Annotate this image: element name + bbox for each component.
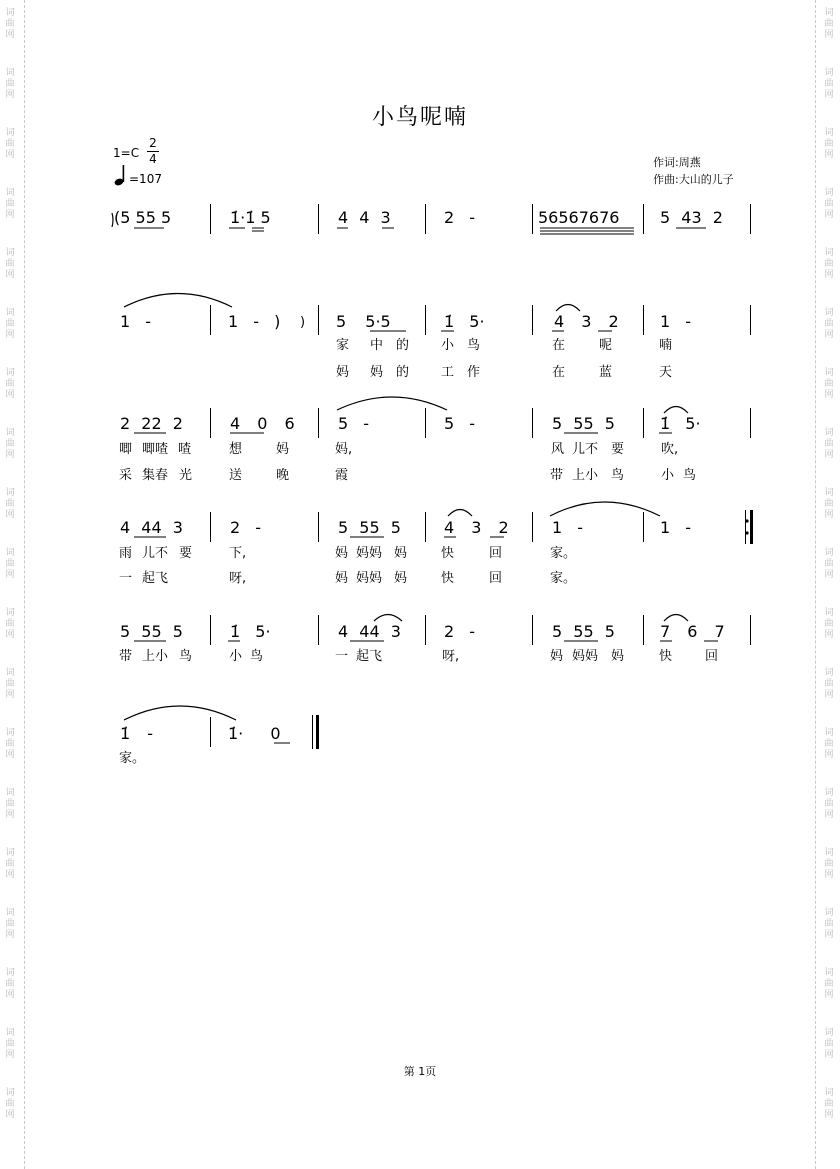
measure-27: 4 44 3 <box>338 622 401 641</box>
lyric: 喳 <box>178 442 192 457</box>
measure-28: 2 - <box>444 622 476 641</box>
lyric: 上小 <box>142 649 169 664</box>
measure-11: 4 3 2 <box>554 312 619 331</box>
measure-1: (5 55 5 <box>114 208 172 227</box>
measure-29: 5 55 5 <box>552 622 615 641</box>
measure-2: 1̇·1̇ 5 <box>230 208 271 227</box>
lyric: 妈 <box>335 546 349 561</box>
lyric: 唧喳 <box>142 442 169 457</box>
score-title: 小鸟呢喃 <box>371 105 468 130</box>
measure-9: 5 5·5 <box>336 312 391 331</box>
lyric: 晚 <box>276 468 290 483</box>
measure-23: 1 - <box>552 518 584 537</box>
lyric: 家。 <box>119 751 146 766</box>
lyric: 工 <box>441 365 455 380</box>
watermark-text: 词 曲 网 <box>824 368 834 400</box>
lyric: 吹, <box>661 442 679 457</box>
lyric: 快 <box>441 546 455 561</box>
lyric: 鸟 <box>683 468 697 483</box>
lyric: 小 <box>229 649 243 664</box>
measure-17: 5 55 5 <box>552 414 615 433</box>
watermark-text: 词 曲 网 <box>824 68 834 100</box>
lyric: 起飞 <box>142 571 169 586</box>
watermark-text: 词 曲 网 <box>824 488 834 520</box>
lyric: 霞 <box>335 468 349 483</box>
watermark-text: 词 曲 网 <box>5 428 15 460</box>
lyric: 妈 <box>335 571 349 586</box>
watermark-text: 词 曲 网 <box>5 788 15 820</box>
watermark-text: 词 曲 网 <box>824 188 834 220</box>
watermark-text: 词 曲 网 <box>5 308 15 340</box>
lyric: 下, <box>229 546 247 561</box>
composer-credit: 作曲:大山的儿子 <box>653 173 734 186</box>
measure-22: 4 3 2 <box>444 518 509 537</box>
lyric: 光 <box>179 468 193 483</box>
measure-6: 5 43 2 <box>660 208 723 227</box>
measure-15: 5 - <box>338 414 370 433</box>
lyric: 喃 <box>659 338 673 353</box>
lyric: 家。 <box>550 571 577 586</box>
measure-3: 4 4 3 <box>338 208 391 227</box>
watermark-text: 词 曲 网 <box>5 728 15 760</box>
watermark-text: 词 曲 网 <box>824 848 834 880</box>
watermark-text: 词 曲 网 <box>5 488 15 520</box>
lyric: 儿不 <box>142 546 169 561</box>
watermark-text: 词 曲 网 <box>5 248 15 280</box>
lyric: 在 <box>552 365 566 380</box>
watermark-text: 词 曲 网 <box>5 1088 15 1120</box>
lyric: 妈 <box>394 571 408 586</box>
watermark-text: 词 曲 网 <box>824 608 834 640</box>
watermark-text: 词 曲 网 <box>5 668 15 700</box>
lyric: 儿不 <box>572 442 599 457</box>
lyric: 家。 <box>550 546 577 561</box>
measure-13: 2 22 2 <box>120 414 183 433</box>
watermark-text: 词 曲 网 <box>5 8 15 40</box>
lyric: 快 <box>659 649 673 664</box>
lyric: 在 <box>552 338 566 353</box>
watermark-text: 词 曲 网 <box>824 668 834 700</box>
watermark-text: 词 曲 网 <box>5 908 15 940</box>
watermark-text: 词 曲 网 <box>5 1028 15 1060</box>
lyric: 妈妈 <box>356 546 383 561</box>
lyric: 回 <box>705 649 719 664</box>
measure-26: 1̇ 5· <box>230 622 271 641</box>
watermark-text: 词 曲 网 <box>5 848 15 880</box>
lyric: 妈 <box>394 546 408 561</box>
lyricist-credit: 作词:周燕 <box>653 156 701 169</box>
tempo-marking: =107 <box>129 172 162 186</box>
time-signature-bottom: 4 <box>149 152 157 166</box>
measure-25: 5 55 5 <box>120 622 183 641</box>
watermark-text: 词 曲 网 <box>5 68 15 100</box>
measure-4: 2 - <box>444 208 476 227</box>
lyric: 妈妈 <box>356 571 383 586</box>
lyric: 鸟 <box>179 649 193 664</box>
measure-32: 1̇· 0 <box>228 724 281 743</box>
lyric: 要 <box>179 546 193 561</box>
lyric: 妈 <box>550 649 564 664</box>
lyric: 呀, <box>229 571 247 586</box>
measure-7: 1 - <box>120 312 152 331</box>
measure-5: 56567676 <box>538 208 620 227</box>
lyric: 鸟 <box>467 338 481 353</box>
lyric: 集春 <box>142 468 169 483</box>
lyric: 一 <box>119 571 133 586</box>
lyric: 呀, <box>442 649 460 664</box>
lyric: 天 <box>659 365 673 380</box>
lyric: 唧 <box>119 442 133 457</box>
watermark-text: 词 曲 网 <box>824 308 834 340</box>
measure-31: 1̇ - <box>120 724 154 743</box>
watermark-text: 词 曲 网 <box>824 908 834 940</box>
svg-text:): ) <box>300 315 306 330</box>
watermark-text: 词 曲 网 <box>824 728 834 760</box>
watermark-text: 词 曲 网 <box>5 968 15 1000</box>
measure-21: 5 55 5 <box>338 518 401 537</box>
lyric: 中 <box>370 338 384 353</box>
lyric: 起飞 <box>356 649 383 664</box>
watermark-text: 词 曲 网 <box>5 548 15 580</box>
lyric: 小 <box>661 468 675 483</box>
lyric: 送 <box>229 468 243 483</box>
watermark-text: 词 曲 网 <box>824 968 834 1000</box>
measure-18: 1̇ 5· <box>660 414 701 433</box>
lyric: 妈, <box>335 442 353 457</box>
lyric: 呢 <box>599 338 613 353</box>
measure-30: 7 6 7 <box>660 622 725 641</box>
lyric: 风 <box>551 442 565 457</box>
lyric: 妈 <box>611 649 625 664</box>
measure-19: 4 44 3 <box>120 518 183 537</box>
lyric: 快 <box>441 571 455 586</box>
measure-8: 1 - ) <box>228 312 281 331</box>
watermark-text: 词 曲 网 <box>824 128 834 160</box>
lyric: 作 <box>467 365 481 380</box>
measure-20: 2 - <box>230 518 262 537</box>
watermark-text: 词 曲 网 <box>824 8 834 40</box>
watermark-text: 词 曲 网 <box>824 548 834 580</box>
watermark-text: 词 曲 网 <box>5 608 15 640</box>
lyric: 鸟 <box>611 468 625 483</box>
lyric: 想 <box>229 442 243 457</box>
watermark-text: 词 曲 网 <box>824 1028 834 1060</box>
lyric: 家 <box>336 338 350 353</box>
watermark-text: 词 曲 网 <box>5 188 15 220</box>
watermark-text: 词 曲 网 <box>824 428 834 460</box>
key-signature: 1=C <box>113 146 140 160</box>
lyric: 小 <box>441 338 455 353</box>
lyric: 一 <box>335 649 349 664</box>
lyric: 妈 <box>336 365 350 380</box>
lyric: 妈妈 <box>572 649 599 664</box>
watermark-text: 词 曲 网 <box>824 788 834 820</box>
watermark-text: 词 曲 网 <box>5 128 15 160</box>
lyric: 要 <box>611 442 625 457</box>
lyric: 采 <box>119 468 133 483</box>
lyric: 的 <box>396 338 410 353</box>
measure-16: 5 - <box>444 414 476 433</box>
lyric: 妈 <box>370 365 384 380</box>
watermark-text: 词 曲 网 <box>824 1088 834 1120</box>
time-signature-top: 2 <box>149 136 157 150</box>
measure-12: 1 - <box>660 312 692 331</box>
lyric: 的 <box>396 365 410 380</box>
measure-10: 1̇ 5· <box>444 312 485 331</box>
lyric: 回 <box>489 546 503 561</box>
lyric: 带 <box>550 468 564 483</box>
page-number: 第 1页 <box>403 1065 437 1078</box>
lyric: 雨 <box>119 546 133 561</box>
measure-14: 4 0 6 <box>230 414 295 433</box>
lyric: 蓝 <box>599 365 613 380</box>
watermark-text: 词 曲 网 <box>5 368 15 400</box>
lyric: 鸟 <box>250 649 264 664</box>
lyric: 上小 <box>572 468 599 483</box>
lyric: 回 <box>489 571 503 586</box>
lyric: 带 <box>119 649 133 664</box>
measure-24: 1 - <box>660 518 692 537</box>
lyric: 妈 <box>276 442 290 457</box>
watermark-text: 词 曲 网 <box>824 248 834 280</box>
